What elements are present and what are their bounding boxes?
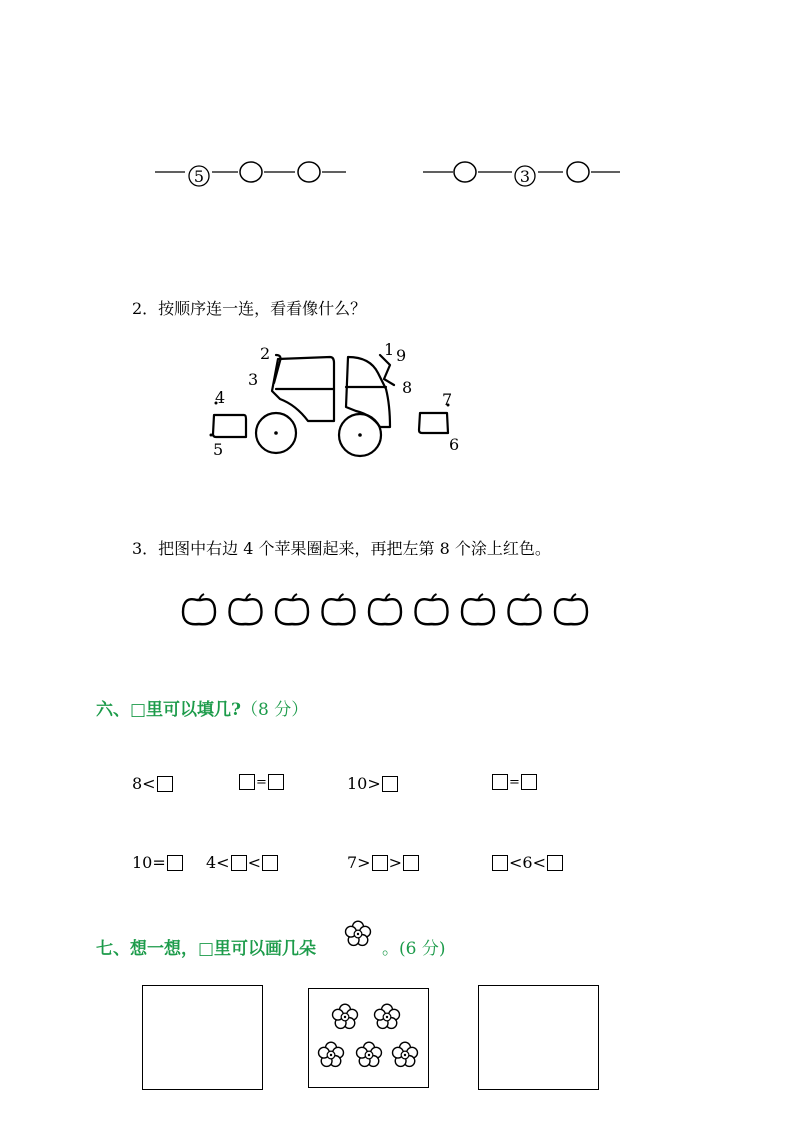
equality-expression [132,853,184,872]
flower-icon [357,1042,382,1066]
expression-text: 10> [347,774,381,793]
question-2-text: 2．按顺序连一连，看看像什么？ [132,299,367,318]
apple-icon[interactable] [369,594,401,624]
question-3-text: 3．把图中右边 4 个苹果圈起来，再把左第 8 个涂上红色。 [132,539,551,558]
flower-icon [333,1004,358,1028]
apple-icon[interactable] [462,594,494,624]
flower-icon [340,918,376,950]
double-inequality-expression [206,853,279,872]
expression-text: = [509,774,520,790]
sequence-blank-circle[interactable] [298,162,320,182]
apples-row [175,590,595,634]
section-7-title: 七、想一想，□里可以画几朵 [96,939,317,959]
answer-box[interactable] [239,774,255,790]
section-7-score: 。(6 分) [382,939,446,959]
sequence-blank-circle[interactable] [240,162,262,182]
sequence-number: 5 [193,167,205,186]
flowers-box-middle [308,988,429,1088]
answer-box[interactable] [372,855,388,871]
car-front-bumper [419,413,448,433]
draw-box-right[interactable] [478,985,599,1090]
apple-icon[interactable] [230,594,262,624]
section-7-score-wrap [382,934,445,959]
dot-label: 7 [442,390,453,409]
flower-icon [346,921,371,945]
answer-box[interactable] [231,855,247,871]
dot-label: 2 [260,344,271,363]
sequence-blank-circle[interactable] [454,162,476,182]
expression-text: <6< [509,853,546,872]
dot-label: 1 [384,340,395,359]
apple-icon[interactable] [416,594,448,624]
expression-text: = [256,774,267,790]
section-6-score: （8 分） [241,700,309,720]
answer-box[interactable] [403,855,419,871]
expression-text: 10= [132,853,166,872]
apple-icon[interactable] [509,594,541,624]
answer-box[interactable] [547,855,563,871]
car-rear-bumper [213,415,246,437]
flower-icon [393,1042,418,1066]
sequence-blank-circle[interactable] [567,162,589,182]
apple-icon[interactable] [276,594,308,624]
section-6-title: 六、□里可以填几? [96,700,242,720]
answer-box[interactable] [382,776,398,792]
section-6-heading [96,695,308,720]
dot-label: 3 [248,370,259,389]
apple-icon[interactable] [323,594,355,624]
inequality-expression [347,774,399,793]
answer-box[interactable] [157,776,173,792]
expression-text: 8< [132,774,156,793]
apple-icon[interactable] [183,594,215,624]
answer-box[interactable] [492,774,508,790]
section-7-heading [96,934,316,959]
double-inequality-expression [491,853,564,872]
middle-flowers [309,989,428,1087]
dot-label: 4 [215,388,226,407]
flower-icon [319,1042,344,1066]
dot-label: 6 [449,435,460,454]
dot-label: 5 [213,440,224,459]
expression-text: > [388,853,402,872]
dot-label: 9 [396,346,407,365]
inequality-expression [132,774,174,793]
double-inequality-expression [347,853,420,872]
draw-box-left[interactable] [142,985,263,1090]
number-sequence-right [420,150,630,196]
answer-box[interactable] [262,855,278,871]
sequence-number: 3 [519,167,531,186]
answer-box[interactable] [492,855,508,871]
car-dot-to-dot-figure [200,335,470,465]
apple-icon[interactable] [555,594,587,624]
answer-box[interactable] [167,855,183,871]
expression-text: 4< [206,853,230,872]
number-sequence-left [150,150,360,196]
answer-box[interactable] [521,774,537,790]
answer-box[interactable] [268,774,284,790]
dot-label: 8 [402,378,413,397]
expression-text: < [247,853,261,872]
equality-expression [238,774,285,790]
expression-text: 7> [347,853,371,872]
equality-expression [491,774,538,790]
flower-icon [375,1004,400,1028]
